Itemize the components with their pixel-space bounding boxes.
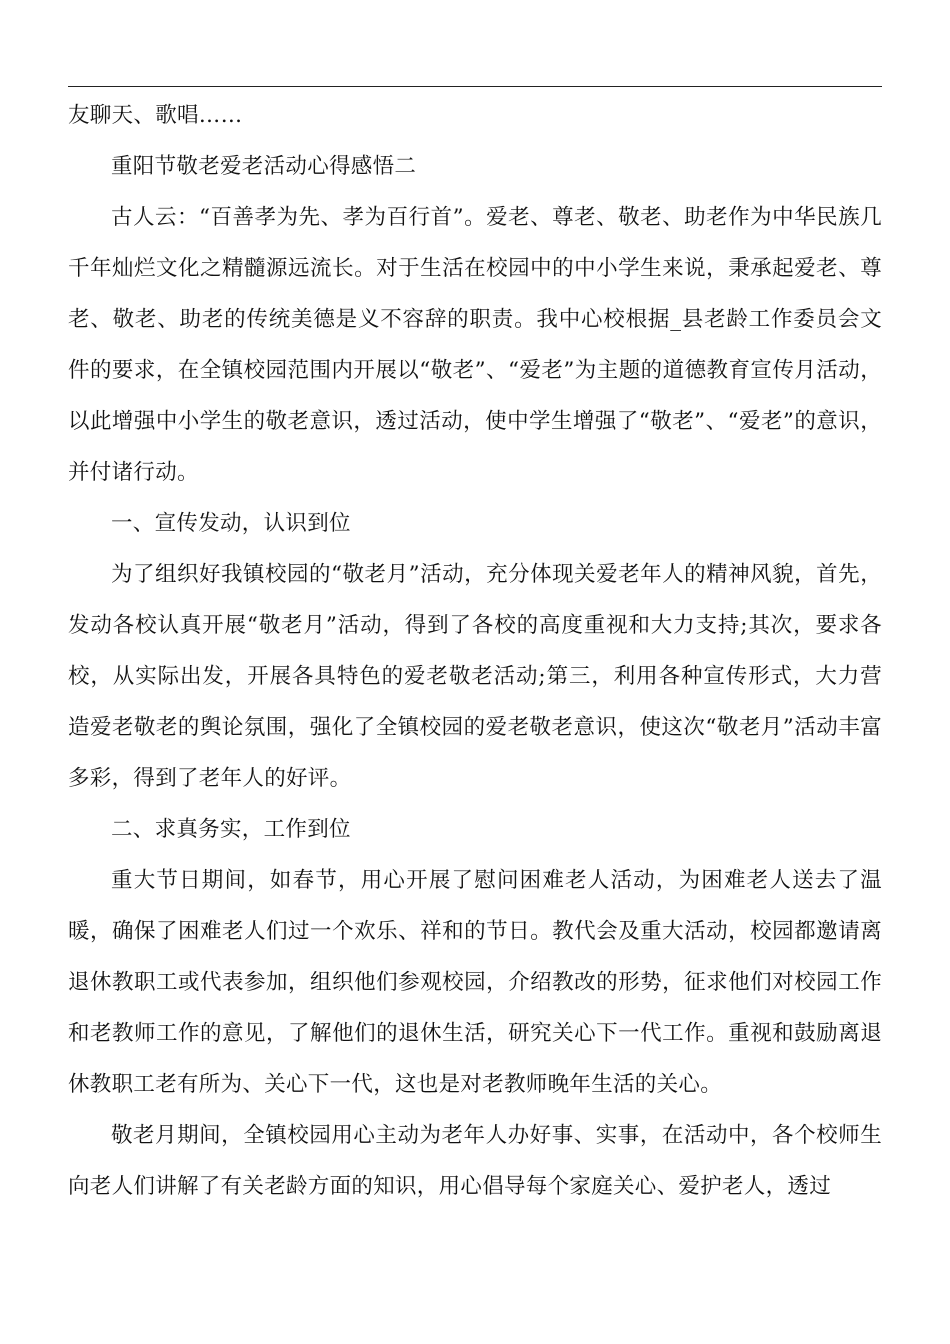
paragraph-practical-work: 重大节日期间，如春节，用心开展了慰问困难老人活动，为困难老人送去了温暖，确保了困难老人们过一个欢乐、祥和的节日。教代会及重大活动，校园都邀请离退休教职工或代表参加，组织他们参观校园，介绍教改的形势，征求他们对校园工作和老教师工作的意见，了解他们的退休生活，研究关心下一代工作。重视和鼓励离退休教职工老有所为、关心下一代，这也是对老教师晚年生活的关心。	[68, 868, 882, 1097]
paragraph-intro: 古人云：“百善孝为先、孝为百行首”。爱老、尊老、敬老、助老作为中华民族几千年灿烂文化之精髓源远流长。对于生活在校园中的中小学生来说，秉承起爱老、尊老、敬老、助老的传统美德是义不容辞的职责。我中心校根据_县老龄工作委员会文件的要求，在全镇校园范围内开展以“敬老”、“爱老”为主题的道德教育宣传月活动，以此增强中小学生的敬老意识，透过活动，使中学生增强了“敬老”、“爱老”的意识，并付诸行动。	[68, 205, 882, 485]
heading-practical-work: 二、求真务实，工作到位	[111, 817, 351, 842]
document-body	[68, 90, 882, 1212]
paragraph-publicity: 为了组织好我镇校园的“敬老月”活动，充分体现关爱老年人的精神风貌，首先，发动各校认真开展“敬老月”活动，得到了各校的高度重视和大力支持;其次，要求各校，从实际出发，开展各具特色的爱老敬老活动;第三，利用各种宣传形式，大力营造爱老敬老的舆论氛围，强化了全镇校园的爱老敬老意识，使这次“敬老月”活动丰富多彩，得到了老年人的好评。	[68, 562, 882, 791]
heading-publicity: 一、宣传发动，认识到位	[111, 511, 351, 536]
paragraph-respect-month: 敬老月期间，全镇校园用心主动为老年人办好事、实事，在活动中，各个校师生向老人们讲解了有关老龄方面的知识，用心倡导每个家庭关心、爱护老人，透过	[68, 1123, 882, 1199]
header-rule	[68, 86, 882, 87]
section-title: 重阳节敬老爱老活动心得感悟二	[111, 154, 417, 179]
paragraph-continuation: 友聊天、歌唱……	[68, 103, 243, 128]
